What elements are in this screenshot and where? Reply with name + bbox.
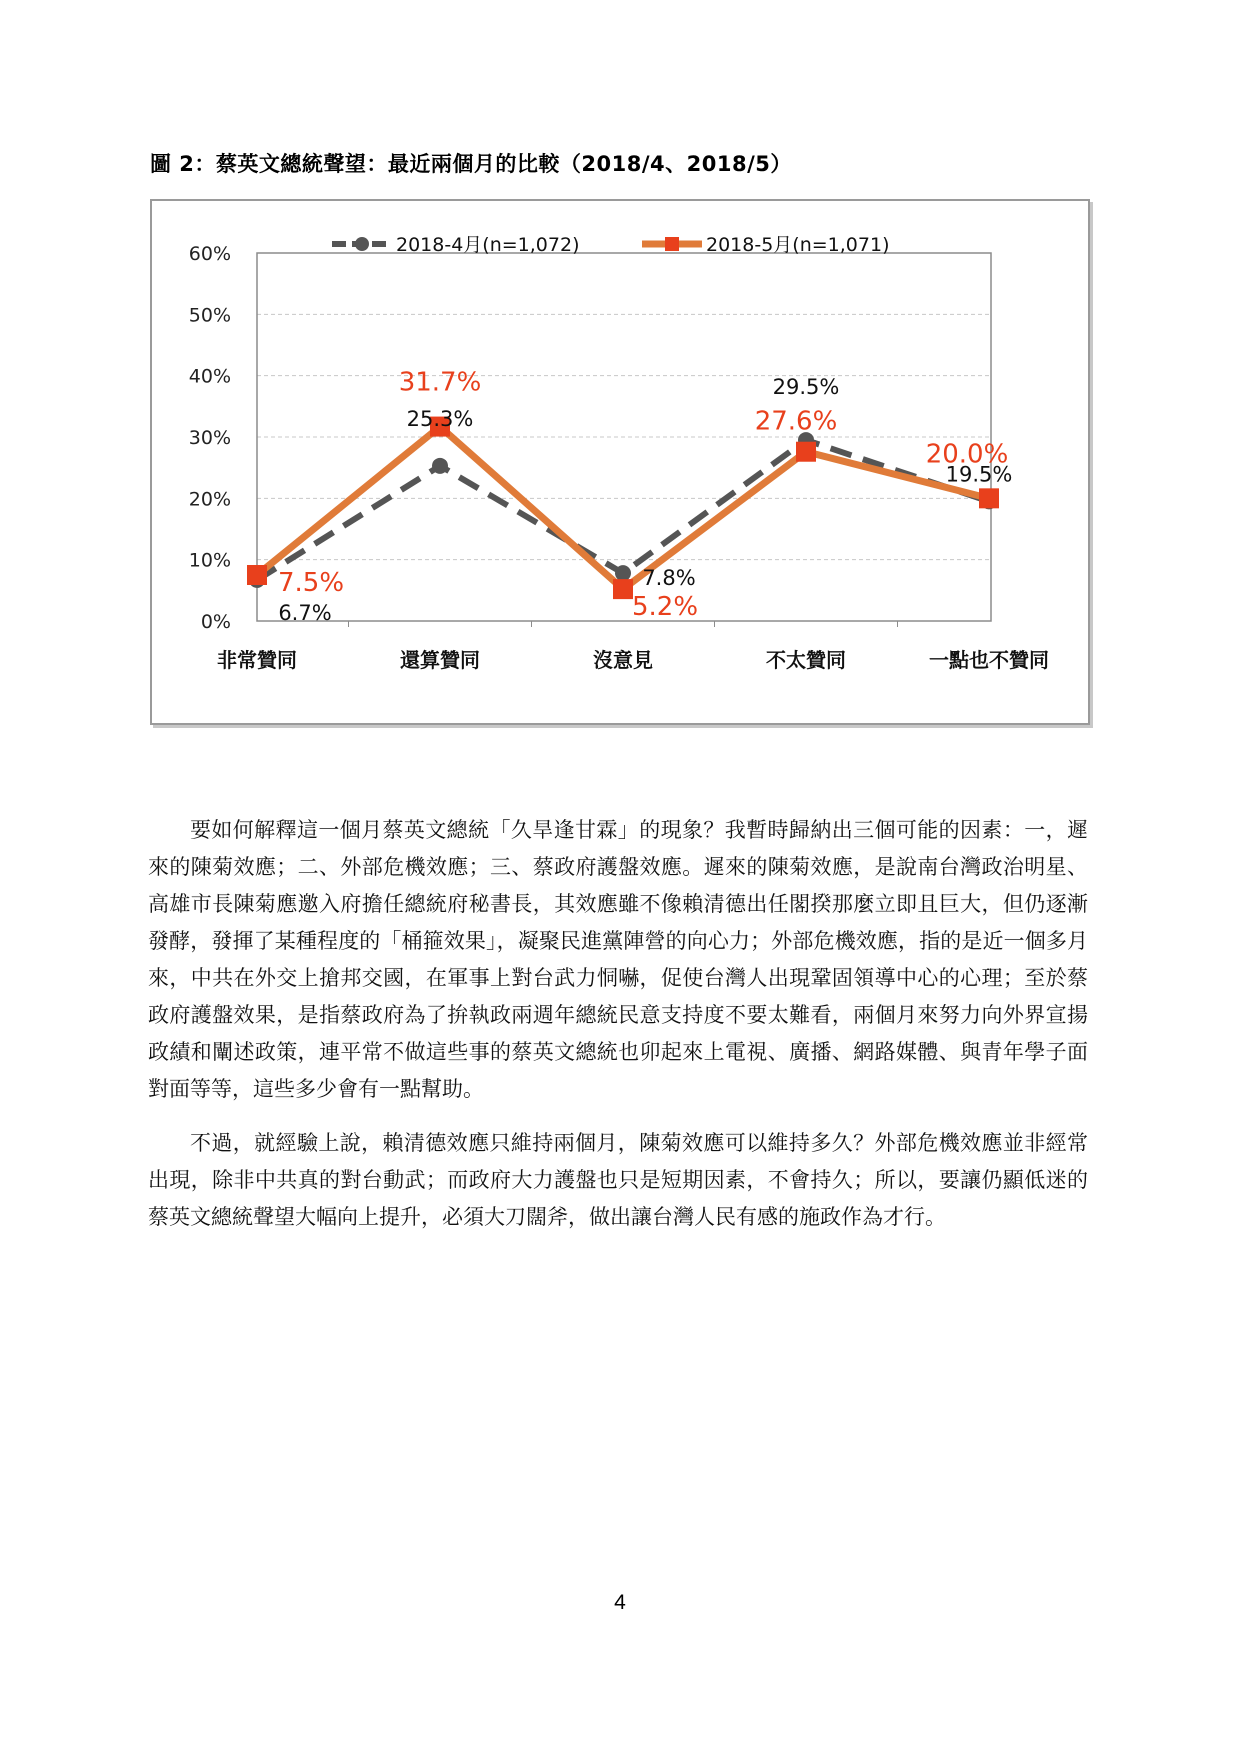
y-axis-ticks xyxy=(189,243,231,633)
article-body xyxy=(148,812,1088,1253)
y-tick-label: 30% xyxy=(188,427,231,449)
series-2018-05-point xyxy=(613,579,633,599)
chart-series xyxy=(247,417,999,600)
x-tick-label: 不太贊同 xyxy=(766,648,846,672)
paragraph-2: 不過，就經驗上說，賴清德效應只維持兩個月，陳菊效應可以維持多久？外部危機效應並非經常出現，除非中共真的對台動武；而政府大力護盤也只是短期因素，不會持久；所以，要讓仍顯低迷的蔡英文總統聲望大幅向上提升，必須大刀闊斧，做出讓台灣人民有感的施政作為才行。 xyxy=(148,1131,1088,1229)
x-tick-label: 一點也不贊同 xyxy=(929,648,1049,672)
legend-2018-05-marker xyxy=(665,237,679,251)
data-label-2018-05: 27.6% xyxy=(754,406,838,437)
x-tick-label: 還算贊同 xyxy=(400,648,480,672)
x-tick-label: 非常贊同 xyxy=(217,648,297,672)
series-2018-05-line xyxy=(257,427,989,590)
chart-svg xyxy=(152,201,1088,723)
data-label-2018-05: 31.7% xyxy=(398,367,482,398)
data-label-2018-04: 29.5% xyxy=(772,375,840,400)
series-2018-04-line xyxy=(257,440,989,580)
legend-2018-04-label: 2018-4月(n=1,072) xyxy=(396,234,580,256)
legend-2018-05-label: 2018-5月(n=1,071) xyxy=(706,234,890,256)
y-tick-label: 0% xyxy=(200,611,231,633)
series-2018-04-point xyxy=(432,458,448,474)
series-2018-05-point xyxy=(979,488,999,508)
series-2018-05-point xyxy=(796,442,816,462)
page-number: 4 xyxy=(614,1591,626,1614)
data-label-2018-05: 7.5% xyxy=(277,568,345,598)
y-tick-label: 40% xyxy=(188,365,231,388)
data-label-2018-04: 19.5% xyxy=(945,462,1013,487)
line-chart xyxy=(150,199,1090,725)
data-label-2018-05: 5.2% xyxy=(631,592,699,623)
data-label-2018-04: 7.8% xyxy=(642,566,696,591)
series-2018-05-point xyxy=(247,565,267,585)
legend-2018-04-marker xyxy=(355,237,369,251)
x-axis xyxy=(217,621,1049,672)
data-label-2018-04: 6.7% xyxy=(278,600,332,625)
data-label-2018-05: 20.0% xyxy=(925,439,1009,470)
data-label-2018-04: 25.3% xyxy=(406,406,474,431)
figure-title: 圖 2：蔡英文總統聲望：最近兩個月的比較（2018/4、2018/5） xyxy=(150,152,792,176)
series-2018-04-point xyxy=(615,565,631,581)
y-tick-label: 50% xyxy=(188,304,231,327)
y-tick-label: 20% xyxy=(188,488,231,511)
y-tick-label: 60% xyxy=(188,243,231,265)
paragraph-1: 要如何解釋這一個月蔡英文總統「久旱逢甘霖」的現象？我暫時歸納出三個可能的因素：一，遲來的陳菊效應；二、外部危機效應；三、蔡政府護盤效應。遲來的陳菊效應，是說南台灣政治明星、高雄市長陳菊應邀入府擔任總統府秘書長，其效應雖不像賴清德出任閣揆那麼立即且巨大，但仍逐漸發酵，發揮了某種程度的「桶箍效果」，凝聚民進黨陣營的向心力；外部危機效應，指的是近一個多月來，中共在外交上搶邦交國，在軍事上對台武力恫嚇，促使台灣人出現鞏固領導中心的心理；至於蔡政府護盤效果，是指蔡政府為了拚執政兩週年總統民意支持度不要太難看，兩個月來努力向外界宣揚政績和闡述政策，連平常不做這些事的蔡英文總統也卯起來上電視、廣播、網路媒體、與青年學子面對面等等，這些多少會有一點幫助。 xyxy=(148,818,1088,1101)
x-tick-label: 沒意見 xyxy=(593,648,653,672)
y-tick-label: 10% xyxy=(188,549,231,572)
